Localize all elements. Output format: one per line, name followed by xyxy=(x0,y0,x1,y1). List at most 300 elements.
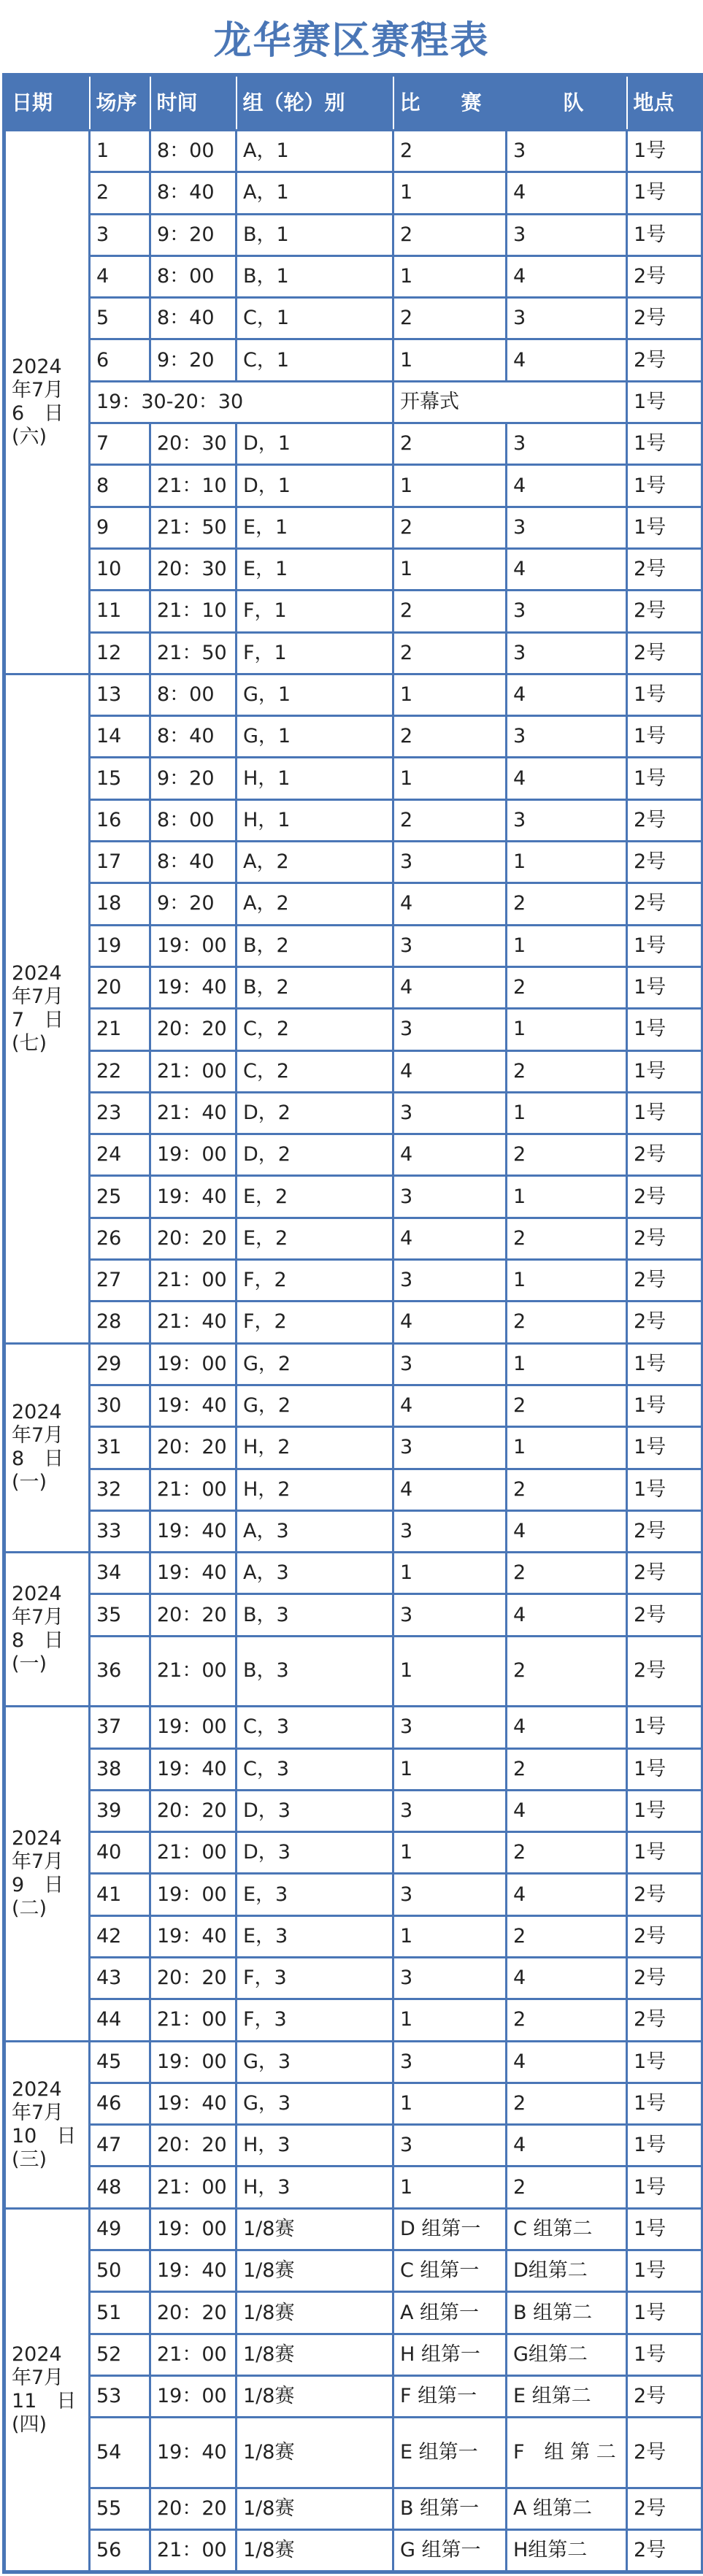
date-line: 年7月 xyxy=(12,1424,64,1447)
group-cell: F，2 xyxy=(237,1260,393,1302)
match-no-cell: 45 xyxy=(90,2041,150,2083)
time-cell: 19：40 xyxy=(150,2083,237,2124)
team-b-cell: C 组第二 xyxy=(507,2208,627,2250)
time-cell: 8：00 xyxy=(150,255,237,297)
table-row xyxy=(4,1134,703,1176)
team-b-cell: 4 xyxy=(507,2125,627,2166)
time-cell: 20：20 xyxy=(150,1218,237,1259)
group-cell: E，3 xyxy=(237,1915,393,1957)
time-cell: 8：00 xyxy=(150,799,237,841)
group-cell: G，2 xyxy=(237,1343,393,1385)
group-cell: D，1 xyxy=(237,423,393,465)
table-row xyxy=(4,2083,703,2124)
venue-cell: 2号 xyxy=(627,1302,703,1343)
team-a-cell: B 组第一 xyxy=(393,2488,507,2529)
match-no-cell: 53 xyxy=(90,2375,150,2417)
venue-cell: 2号 xyxy=(627,1176,703,1218)
match-no-cell: 10 xyxy=(90,548,150,590)
time-cell: 21：50 xyxy=(150,632,237,674)
group-cell: A，3 xyxy=(237,1553,393,1594)
table-row xyxy=(4,2530,703,2572)
date-line: (三) xyxy=(12,2148,47,2171)
team-a-cell: 3 xyxy=(393,1092,507,1134)
date-line: 年7月 xyxy=(12,985,64,1008)
venue-cell: 1号 xyxy=(627,1009,703,1050)
match-no-cell: 6 xyxy=(90,339,150,381)
time-cell: 21：00 xyxy=(150,1260,237,1302)
table-row xyxy=(4,1469,703,1510)
table-row xyxy=(4,1874,703,1915)
header-date: 日期 xyxy=(4,75,90,131)
time-cell: 19：40 xyxy=(150,1748,237,1790)
time-cell: 19：40 xyxy=(150,2418,237,2488)
match-no-cell: 25 xyxy=(90,1176,150,1218)
date-line: 2024 xyxy=(12,1401,62,1424)
table-row xyxy=(4,966,703,1008)
venue-cell: 2号 xyxy=(627,1553,703,1594)
team-b-cell: F 组 第 二 xyxy=(507,2418,627,2488)
venue-cell: 2号 xyxy=(627,799,703,841)
group-cell: F，2 xyxy=(237,1302,393,1343)
table-row xyxy=(4,2041,703,2083)
match-no-cell: 24 xyxy=(90,1134,150,1176)
team-a-cell: 3 xyxy=(393,1009,507,1050)
table-row xyxy=(4,1343,703,1385)
table-row xyxy=(4,2166,703,2208)
team-b-cell: 4 xyxy=(507,1594,627,1636)
time-cell: 9：20 xyxy=(150,339,237,381)
match-no-cell: 51 xyxy=(90,2292,150,2334)
match-no-cell: 52 xyxy=(90,2334,150,2375)
table-row xyxy=(4,1707,703,1748)
match-no-cell: 28 xyxy=(90,1302,150,1343)
time-cell: 19：40 xyxy=(150,1553,237,1594)
time-cell: 19：40 xyxy=(150,1176,237,1218)
venue-cell: 1号 xyxy=(627,214,703,255)
team-b-cell: 3 xyxy=(507,423,627,465)
group-cell: D，2 xyxy=(237,1092,393,1134)
team-b-cell: 4 xyxy=(507,2041,627,2083)
match-no-cell: 22 xyxy=(90,1050,150,1092)
table-row xyxy=(4,674,703,715)
team-a-cell: 1 xyxy=(393,1748,507,1790)
team-b-cell: 3 xyxy=(507,131,627,172)
date-cell xyxy=(4,131,90,674)
table-row xyxy=(4,2418,703,2488)
team-a-cell: 2 xyxy=(393,632,507,674)
table-row xyxy=(4,591,703,632)
time-cell: 19：00 xyxy=(150,2041,237,2083)
match-no-cell: 4 xyxy=(90,255,150,297)
venue-cell: 1号 xyxy=(627,1748,703,1790)
team-b-cell: 4 xyxy=(507,758,627,799)
match-no-cell: 55 xyxy=(90,2488,150,2529)
date-line: 9 日 xyxy=(12,1873,64,1896)
schedule-table xyxy=(2,73,703,2574)
table-row xyxy=(4,255,703,297)
table-row xyxy=(4,632,703,674)
table-row xyxy=(4,2334,703,2375)
group-cell: E，1 xyxy=(237,507,393,548)
team-a-cell: 1 xyxy=(393,758,507,799)
match-no-cell: 41 xyxy=(90,1874,150,1915)
table-row xyxy=(4,548,703,590)
match-no-cell: 21 xyxy=(90,1009,150,1050)
group-cell: 1/8赛 xyxy=(237,2375,393,2417)
match-no-cell: 27 xyxy=(90,1260,150,1302)
group-cell: E，3 xyxy=(237,1874,393,1915)
venue-cell: 1号 xyxy=(627,2208,703,2250)
header-group: 组（轮）别 xyxy=(237,75,393,131)
team-a-cell: 3 xyxy=(393,2125,507,2166)
time-cell: 9：20 xyxy=(150,214,237,255)
team-b-cell: 1 xyxy=(507,1427,627,1469)
venue-cell: 1号 xyxy=(627,1092,703,1134)
group-cell: A，3 xyxy=(237,1510,393,1552)
team-b-cell: 2 xyxy=(507,2083,627,2124)
table-row xyxy=(4,465,703,507)
table-row xyxy=(4,381,703,423)
table-row xyxy=(4,1510,703,1552)
team-a-cell: F 组第一 xyxy=(393,2375,507,2417)
team-a-cell: 2 xyxy=(393,507,507,548)
time-cell: 8：00 xyxy=(150,131,237,172)
team-b-cell: 3 xyxy=(507,591,627,632)
time-cell: 21：50 xyxy=(150,507,237,548)
group-cell: 1/8赛 xyxy=(237,2334,393,2375)
time-cell: 19：40 xyxy=(150,1915,237,1957)
team-b-cell: 3 xyxy=(507,214,627,255)
venue-cell: 1号 xyxy=(627,1790,703,1831)
time-cell: 20：30 xyxy=(150,548,237,590)
schedule-body xyxy=(4,131,703,2572)
table-row xyxy=(4,2125,703,2166)
venue-cell: 2号 xyxy=(627,1594,703,1636)
time-cell: 21：00 xyxy=(150,1469,237,1510)
venue-cell: 1号 xyxy=(627,1343,703,1385)
team-a-cell: 3 xyxy=(393,1957,507,1999)
venue-cell: 1号 xyxy=(627,966,703,1008)
group-cell: C，3 xyxy=(237,1707,393,1748)
match-no-cell: 47 xyxy=(90,2125,150,2166)
team-b-cell: 2 xyxy=(507,2166,627,2208)
time-cell: 21：40 xyxy=(150,1302,237,1343)
table-row xyxy=(4,1636,703,1707)
match-no-cell: 30 xyxy=(90,1385,150,1426)
table-row xyxy=(4,1218,703,1259)
group-cell: E，1 xyxy=(237,548,393,590)
team-a-cell: A 组第一 xyxy=(393,2292,507,2334)
team-a-cell: 2 xyxy=(393,423,507,465)
date-line: (六) xyxy=(12,425,47,448)
date-cell xyxy=(4,1707,90,2041)
match-no-cell: 31 xyxy=(90,1427,150,1469)
match-no-cell: 3 xyxy=(90,214,150,255)
group-cell: C，3 xyxy=(237,1748,393,1790)
group-cell: F，1 xyxy=(237,591,393,632)
match-no-cell: 7 xyxy=(90,423,150,465)
venue-cell: 1号 xyxy=(627,758,703,799)
team-a-cell: G 组第一 xyxy=(393,2530,507,2572)
time-cell: 21：00 xyxy=(150,2530,237,2572)
date-cell xyxy=(4,2041,90,2208)
table-row xyxy=(4,2488,703,2529)
team-b-cell: 2 xyxy=(507,1636,627,1707)
team-b-cell: 4 xyxy=(507,548,627,590)
group-cell: 1/8赛 xyxy=(237,2418,393,2488)
team-a-cell: 1 xyxy=(393,1832,507,1874)
team-a-cell: 1 xyxy=(393,172,507,214)
table-row xyxy=(4,1302,703,1343)
time-cell: 19：40 xyxy=(150,1510,237,1552)
match-no-cell: 8 xyxy=(90,465,150,507)
venue-cell: 1号 xyxy=(627,172,703,214)
match-no-cell: 11 xyxy=(90,591,150,632)
match-no-cell: 15 xyxy=(90,758,150,799)
time-cell: 19：40 xyxy=(150,1385,237,1426)
group-cell: F，3 xyxy=(237,1957,393,1999)
team-b-cell: 2 xyxy=(507,1050,627,1092)
date-line: 6 日 xyxy=(12,401,64,425)
group-cell: C，2 xyxy=(237,1009,393,1050)
table-row xyxy=(4,1999,703,2041)
venue-cell: 1号 xyxy=(627,2250,703,2292)
venue-cell: 1号 xyxy=(627,423,703,465)
header-match-no: 场序 xyxy=(90,75,150,131)
table-row xyxy=(4,1385,703,1426)
date-line: 7 日 xyxy=(12,1008,64,1031)
date-cell xyxy=(4,1553,90,1707)
match-no-cell: 54 xyxy=(90,2418,150,2488)
venue-cell: 2号 xyxy=(627,1874,703,1915)
date-line: 年7月 xyxy=(12,2101,64,2124)
table-row xyxy=(4,716,703,758)
team-a-cell: 3 xyxy=(393,1427,507,1469)
team-b-cell: H组第二 xyxy=(507,2530,627,2572)
group-cell: 1/8赛 xyxy=(237,2250,393,2292)
team-b-cell: 4 xyxy=(507,1790,627,1831)
group-cell: H，3 xyxy=(237,2166,393,2208)
team-b-cell: 1 xyxy=(507,925,627,966)
team-a-cell: 1 xyxy=(393,1553,507,1594)
team-b-cell: 1 xyxy=(507,1343,627,1385)
team-b-cell: 3 xyxy=(507,799,627,841)
time-cell: 19：00 xyxy=(150,1874,237,1915)
team-b-cell: 1 xyxy=(507,1176,627,1218)
team-a-cell: 4 xyxy=(393,1134,507,1176)
time-cell: 20：20 xyxy=(150,2292,237,2334)
team-b-cell: 4 xyxy=(507,339,627,381)
team-a-cell: E 组第一 xyxy=(393,2418,507,2488)
header-time: 时间 xyxy=(150,75,237,131)
time-cell: 20：20 xyxy=(150,1594,237,1636)
header-teams: 比 赛 队 xyxy=(393,75,627,131)
match-no-cell: 12 xyxy=(90,632,150,674)
venue-cell: 2号 xyxy=(627,2530,703,2572)
team-a-cell: 3 xyxy=(393,925,507,966)
match-no-cell: 16 xyxy=(90,799,150,841)
group-cell: H，2 xyxy=(237,1427,393,1469)
time-cell: 21：10 xyxy=(150,465,237,507)
group-cell: F，1 xyxy=(237,632,393,674)
venue-cell: 2号 xyxy=(627,632,703,674)
match-no-cell: 32 xyxy=(90,1469,150,1510)
table-row xyxy=(4,1957,703,1999)
match-no-cell: 17 xyxy=(90,842,150,883)
venue-cell: 1号 xyxy=(627,1469,703,1510)
venue-cell: 1号 xyxy=(627,2125,703,2166)
match-no-cell: 48 xyxy=(90,2166,150,2208)
venue-cell: 1号 xyxy=(627,1385,703,1426)
venue-cell: 1号 xyxy=(627,465,703,507)
table-row xyxy=(4,758,703,799)
team-b-cell: G组第二 xyxy=(507,2334,627,2375)
team-b-cell: 2 xyxy=(507,1915,627,1957)
team-b-cell: 4 xyxy=(507,674,627,715)
opening-label: 开幕式 xyxy=(393,381,627,423)
venue-cell: 2号 xyxy=(627,1218,703,1259)
venue-cell: 1号 xyxy=(627,716,703,758)
group-cell: F，3 xyxy=(237,1999,393,2041)
venue-cell: 1号 xyxy=(627,1832,703,1874)
match-no-cell: 35 xyxy=(90,1594,150,1636)
table-row xyxy=(4,1260,703,1302)
team-a-cell: 4 xyxy=(393,966,507,1008)
group-cell: E，2 xyxy=(237,1218,393,1259)
team-b-cell: 2 xyxy=(507,883,627,925)
team-b-cell: 3 xyxy=(507,716,627,758)
group-cell: H，1 xyxy=(237,758,393,799)
venue-cell: 1号 xyxy=(627,507,703,548)
time-cell: 19：40 xyxy=(150,966,237,1008)
date-line: (七) xyxy=(12,1031,47,1055)
team-b-cell: 2 xyxy=(507,1832,627,1874)
match-no-cell: 5 xyxy=(90,298,150,339)
venue-cell: 2号 xyxy=(627,1260,703,1302)
venue-cell: 1号 xyxy=(627,1707,703,1748)
venue-cell: 1号 xyxy=(627,925,703,966)
table-row xyxy=(4,339,703,381)
table-row xyxy=(4,1553,703,1594)
group-cell: H，2 xyxy=(237,1469,393,1510)
date-cell xyxy=(4,2208,90,2572)
group-cell: G，1 xyxy=(237,674,393,715)
team-b-cell: 2 xyxy=(507,1134,627,1176)
date-line: 年7月 xyxy=(12,378,64,401)
group-cell: B，1 xyxy=(237,255,393,297)
team-a-cell: 3 xyxy=(393,1343,507,1385)
team-b-cell: 4 xyxy=(507,465,627,507)
match-no-cell: 56 xyxy=(90,2530,150,2572)
time-cell: 21：00 xyxy=(150,1832,237,1874)
match-no-cell: 9 xyxy=(90,507,150,548)
time-cell: 8：00 xyxy=(150,674,237,715)
team-b-cell: 2 xyxy=(507,966,627,1008)
match-no-cell: 49 xyxy=(90,2208,150,2250)
team-a-cell: 3 xyxy=(393,1176,507,1218)
team-b-cell: 2 xyxy=(507,1385,627,1426)
team-b-cell: 3 xyxy=(507,632,627,674)
group-cell: 1/8赛 xyxy=(237,2530,393,2572)
team-b-cell: 1 xyxy=(507,1009,627,1050)
table-row xyxy=(4,214,703,255)
group-cell: B，2 xyxy=(237,966,393,1008)
team-a-cell: 2 xyxy=(393,131,507,172)
time-cell: 20：20 xyxy=(150,2125,237,2166)
venue-cell: 2号 xyxy=(627,2418,703,2488)
group-cell: G，3 xyxy=(237,2041,393,2083)
venue-cell: 1号 xyxy=(627,2083,703,2124)
team-a-cell: H 组第一 xyxy=(393,2334,507,2375)
team-a-cell: 3 xyxy=(393,1594,507,1636)
date-line: 10 日 xyxy=(12,2124,77,2148)
team-a-cell: 3 xyxy=(393,1260,507,1302)
date-line: 11 日 xyxy=(12,2389,77,2412)
opening-time: 19：30-20：30 xyxy=(90,381,393,423)
team-a-cell: 2 xyxy=(393,214,507,255)
team-a-cell: 3 xyxy=(393,1790,507,1831)
venue-cell: 2号 xyxy=(627,339,703,381)
team-b-cell: 4 xyxy=(507,255,627,297)
match-no-cell: 42 xyxy=(90,1915,150,1957)
group-cell: B，1 xyxy=(237,214,393,255)
table-row xyxy=(4,1790,703,1831)
date-cell xyxy=(4,1343,90,1552)
time-cell: 21：00 xyxy=(150,2334,237,2375)
date-line: 2024 xyxy=(12,961,62,985)
team-b-cell: 2 xyxy=(507,1469,627,1510)
match-no-cell: 34 xyxy=(90,1553,150,1594)
time-cell: 8：40 xyxy=(150,298,237,339)
time-cell: 19：00 xyxy=(150,1707,237,1748)
time-cell: 8：40 xyxy=(150,172,237,214)
time-cell: 19：00 xyxy=(150,1134,237,1176)
table-row xyxy=(4,1176,703,1218)
team-a-cell: 1 xyxy=(393,339,507,381)
team-b-cell: D组第二 xyxy=(507,2250,627,2292)
team-a-cell: 1 xyxy=(393,674,507,715)
group-cell: B，2 xyxy=(237,925,393,966)
group-cell: 1/8赛 xyxy=(237,2292,393,2334)
team-b-cell: 1 xyxy=(507,842,627,883)
table-row xyxy=(4,2208,703,2250)
date-line: 年7月 xyxy=(12,1606,64,1629)
team-b-cell: 2 xyxy=(507,1553,627,1594)
team-b-cell: 2 xyxy=(507,1999,627,2041)
date-line: 8 日 xyxy=(12,1629,64,1653)
team-a-cell: C 组第一 xyxy=(393,2250,507,2292)
team-a-cell: 1 xyxy=(393,465,507,507)
table-row xyxy=(4,423,703,465)
venue-cell: 1号 xyxy=(627,674,703,715)
match-no-cell: 37 xyxy=(90,1707,150,1748)
team-a-cell: 3 xyxy=(393,1874,507,1915)
venue-cell: 1号 xyxy=(627,131,703,172)
match-no-cell: 38 xyxy=(90,1748,150,1790)
venue-cell: 1号 xyxy=(627,381,703,423)
time-cell: 9：20 xyxy=(150,883,237,925)
date-line: (四) xyxy=(12,2412,47,2436)
venue-cell: 2号 xyxy=(627,1957,703,1999)
group-cell: D，3 xyxy=(237,1832,393,1874)
group-cell: C，1 xyxy=(237,298,393,339)
time-cell: 21：10 xyxy=(150,591,237,632)
time-cell: 21：00 xyxy=(150,2166,237,2208)
team-a-cell: 4 xyxy=(393,1050,507,1092)
date-line: 年7月 xyxy=(12,2366,64,2389)
venue-cell: 2号 xyxy=(627,255,703,297)
team-b-cell: 2 xyxy=(507,1748,627,1790)
